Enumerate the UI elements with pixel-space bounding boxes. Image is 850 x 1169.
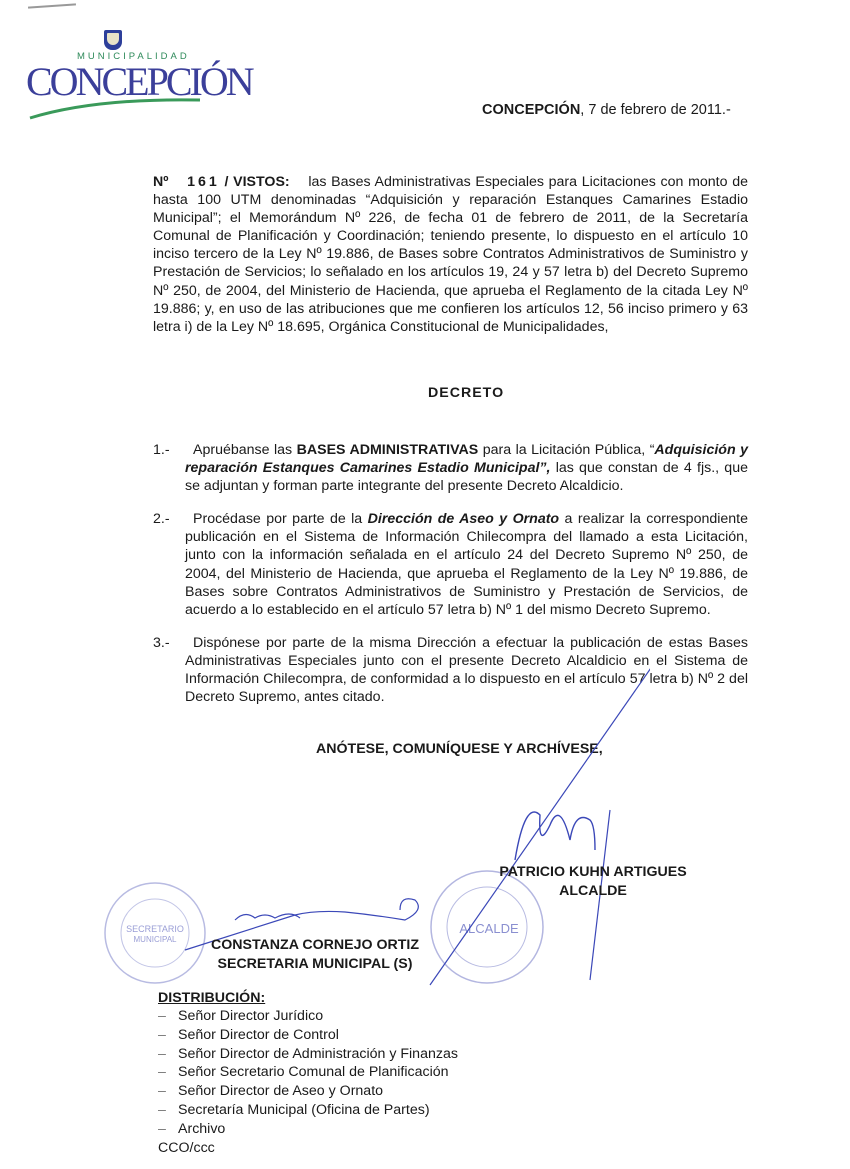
stamp-center-text: ALCALDE bbox=[459, 921, 519, 936]
mayor-block bbox=[488, 863, 698, 901]
document-date bbox=[482, 101, 731, 119]
vistos-paragraph bbox=[153, 173, 748, 336]
item-number: 3.- bbox=[153, 634, 170, 651]
distribution-item: – Señor Director de Aseo y Ornato bbox=[178, 1082, 458, 1101]
distribution bbox=[158, 989, 458, 1157]
distribution-item: – Señor Director Jurídico bbox=[178, 1007, 458, 1026]
item-bold-italic-text: Dirección de Aseo y Ornato bbox=[367, 511, 560, 528]
item-text: Procédase por parte de la bbox=[193, 511, 368, 528]
secretary-title: SECRETARIA MUNICIPAL (S) bbox=[217, 956, 413, 972]
item-bold-italic-text: Adquisición y reparación Estanques Camarines Estadio Municipal”, bbox=[185, 441, 748, 477]
mayor-title: ALCALDE bbox=[559, 883, 627, 899]
distribution-item: – Archivo bbox=[178, 1120, 458, 1139]
scan-mark bbox=[28, 3, 76, 8]
stamp-center-text: SECRETARIO bbox=[126, 924, 184, 934]
secretary-block bbox=[195, 936, 435, 974]
item-text: Apruébanse las bbox=[193, 441, 297, 458]
distribution-item: – Señor Secretario Comunal de Planificación bbox=[178, 1063, 458, 1082]
item-text: para la Licitación Pública, “ bbox=[478, 441, 655, 458]
decree-item-1 bbox=[153, 441, 748, 495]
closing-formula: ANÓTESE, COMUNÍQUESE Y ARCHÍVESE, bbox=[316, 741, 603, 758]
coat-of-arms-icon bbox=[104, 30, 122, 50]
mayor-signature bbox=[420, 650, 650, 990]
svg-text:MUNICIPAL: MUNICIPAL bbox=[133, 935, 177, 944]
distribution-footer: CCO/ccc bbox=[158, 1139, 215, 1156]
item-text: las que constan de 4 fjs., que se adjuntan y forman parte integrante del presente Decreto Alcaldicio. bbox=[185, 460, 748, 495]
distribution-item: – Señor Director de Control bbox=[178, 1026, 458, 1045]
mayor-name: PATRICIO KUHN ARTIGUES bbox=[499, 864, 687, 880]
date-city: CONCEPCIÓN bbox=[482, 102, 581, 118]
item-bold-text: BASES ADMINISTRATIVAS bbox=[296, 441, 479, 458]
item-text: a realizar la correspondiente publicación en el Sistema de Información Chilecompra del llamado a esta Licitación, junto con la información señalada en el artículo 24 del Decreto Supremo Nº 250, de 2004, del Ministerio de Hacienda, que aprueba el Reglamento de la Ley Nº 19.886, de Bases sobre Contratos Administrativos de Suministro y Prestación de Servicios, de acuerdo a lo establecido en el artículo 57 letra b) Nº 1 del mismo Decreto Supremo. bbox=[185, 511, 749, 618]
distribution-item: – Señor Director de Administración y Finanzas bbox=[178, 1045, 458, 1064]
date-text: , 7 de febrero de 2011.- bbox=[580, 102, 731, 118]
logo-city-text: CONCEPCIÓN bbox=[26, 59, 252, 104]
decree-title: DECRETO bbox=[428, 384, 505, 401]
vistos-label: / VISTOS: bbox=[224, 174, 290, 190]
logo-swoosh bbox=[25, 96, 205, 122]
distribution-title: DISTRIBUCIÓN: bbox=[158, 990, 266, 1006]
item-number: 1.- bbox=[153, 441, 170, 458]
decree-number: 161 bbox=[187, 174, 220, 190]
item-text: Dispónese por parte de la misma Dirección a efectuar la publicación de estas Bases Administrativas Especiales junto con el presente Decreto Alcaldicio en el Sistema de Información Chilecompra, de conformidad a lo dispuesto en el artículo 57 letra b) Nº 2 del Decreto Supremo, antes citado. bbox=[185, 634, 748, 706]
distribution-item: – Secretaría Municipal (Oficina de Partes) bbox=[178, 1101, 458, 1120]
vistos-text: las Bases Administrativas Especiales para Licitaciones con monto de hasta 100 UTM denominadas “Adquisición y reparación Estanques Camarines Estadio Municipal”; el Memorándum Nº 226, de fecha 01 de febrero de 2011, de la Secretaría Comunal de Planificación y Coordinación; teniendo presente, lo dispuesto en el artículo 10 inciso tercero de la Ley Nº 19.886, de Bases sobre Contratos Administrativos de Suministro y Prestación de Servicios; lo señalado en los artículos 19, 24 y 57 letra b) del Decreto Supremo Nº 250, de 2004, del Ministerio de Hacienda, que aprueba el Reglamento de la citada Ley Nº 19.886; y, en uso de las atribuciones que me confieren los artículos 12, 56 inciso primero y 63 letra i) de la Ley Nº 18.695, Orgánica Constitucional de Municipalidades, bbox=[153, 174, 748, 335]
secretary-name: CONSTANZA CORNEJO ORTIZ bbox=[210, 937, 420, 953]
logo-municipality-text: MUNICIPALIDAD bbox=[77, 51, 190, 62]
decree-item-2 bbox=[153, 510, 748, 619]
decree-number-label: Nº bbox=[153, 174, 169, 190]
item-number: 2.- bbox=[153, 511, 170, 528]
